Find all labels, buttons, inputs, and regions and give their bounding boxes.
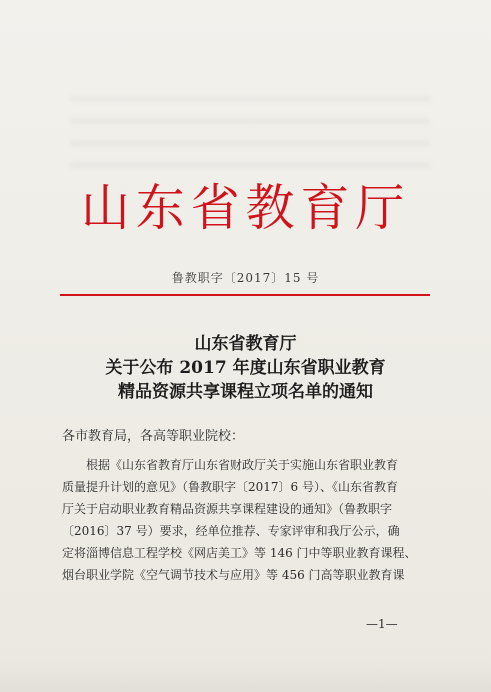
- body-line: 厅关于启动职业教育精品资源共享课程建设的通知》（鲁教职字: [62, 502, 393, 516]
- red-divider-line: [60, 294, 430, 296]
- body-line: 定将淄博信息工程学校《网店美工》等 146 门中等职业教育课程、: [62, 546, 417, 560]
- document-number: 鲁教职字〔2017〕15 号: [171, 271, 320, 285]
- body-line: 质量提升计划的意见》（鲁教职字〔2017〕6 号）、《山东省教育: [62, 480, 398, 494]
- body-line: 〔2016〕37 号）要求，经单位推荐、专家评审和我厅公示，确: [62, 524, 400, 538]
- body-text: [62, 454, 434, 586]
- notice-title-line-3: 精品资源共享课程立项名单的通知: [118, 382, 373, 402]
- notice-title: [0, 332, 491, 404]
- notice-title-line-1: 山东省教育厅: [194, 334, 297, 354]
- page-number: —1—: [366, 617, 398, 631]
- body-line: 根据《山东省教育厅山东省财政厅关于实施山东省职业教育: [62, 458, 399, 472]
- salutation: 各市教育局，各高等职业院校：: [62, 429, 245, 444]
- bleed-through-texture: [70, 96, 430, 176]
- issuing-organization-title: 山东省教育厅: [80, 179, 411, 237]
- body-line: 烟台职业学院《空气调节技术与应用》等 456 门高等职业教育课: [62, 568, 405, 582]
- bottom-shadow: [0, 660, 491, 692]
- notice-title-line-2: 关于公布 2017 年度山东省职业教育: [105, 358, 386, 378]
